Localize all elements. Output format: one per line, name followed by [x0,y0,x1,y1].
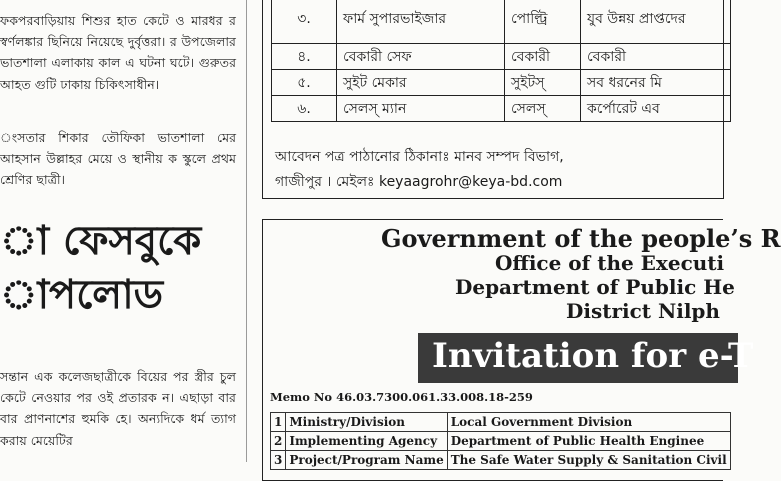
headline-line-2: াপলোড [0,272,164,318]
tender-header-office: Office of the Executi [495,251,725,275]
row-value: Local Government Division [447,413,730,432]
job-serial: ৩. [272,0,337,44]
row-key: Implementing Agency [286,432,447,451]
table-row [271,432,731,451]
job-department: সুইটস্ [505,70,581,96]
headline-line-1: া ফেসবুকে [0,218,202,264]
row-key: Project/Program Name [286,451,447,470]
job-department: সেলস্ [505,96,581,122]
application-line-1: আবেদন পত্র পাঠানোর ঠিকানাঃ মানব সম্পদ বিভাগ, [275,149,564,165]
table-row [272,44,731,70]
tender-header-government: Government of the people’s R [381,224,781,253]
application-line-2: গাজীপুর । মেইলঃ keyaagrohr@keya-bd.com [275,174,563,190]
job-department: বেকারী [505,44,581,70]
news-column [0,0,238,462]
memo-number: Memo No 46.03.7300.061.33.008.18-259 [270,390,533,404]
row-value: Department of Public Health Enginee [447,432,730,451]
news-paragraph-2: ংসতার শিকার তৌফিকা ভাতশালা মের আহসান উল্লাহর মেয়ে ও স্থানীয় ক স্কুলে প্রথম শ্রেণির ছাত্রী। [0,130,236,188]
job-position: বেকারী সেফ [337,44,505,70]
job-serial: ৫. [272,70,337,96]
column-divider [246,0,247,462]
row-number: 3 [271,451,286,470]
table-row [272,96,731,122]
tender-header-department: Department of Public He [455,275,735,299]
job-position: ফার্ম সুপারভাইজার [337,0,505,44]
job-position: সুইট মেকার [337,70,505,96]
job-requirement: কর্পোরেট এব [581,96,731,122]
row-number: 1 [271,413,286,432]
job-department: পোল্ট্রি [505,0,581,44]
row-value: The Safe Water Supply & Sanitation Civil [447,451,730,470]
job-requirement: সব ধরনের মি [581,70,731,96]
tender-banner [418,333,754,383]
job-position: সেলস্ ম্যান [337,96,505,122]
news-headline [0,214,201,322]
news-paragraph-3: সন্তান এক কলেজছাত্রীকে বিয়ের পর স্ত্রীর চুল কেটে নেওয়ার পর ওই প্রতারক ন। এছাড়া বার বার প্রাণনাশের হুমকি হে। অন্যদিকে ধর্ম ত্যাগ করায় মেয়েটির [0,369,236,448]
tender-banner-title: Invitation for e-T [432,336,754,376]
tender-header-district: District Nilph [566,299,720,323]
job-table [271,0,731,122]
tender-info-table [270,412,731,470]
table-row [272,70,731,96]
table-row [272,0,731,44]
row-key: Ministry/Division [286,413,447,432]
news-paragraph-1: ফকপরবাড়িয়ায় শিশুর হাত কেটে ও মারধর র স্বর্ণলঙ্কার ছিনিয়ে নিয়েছে দুর্বৃত্তরা। র উপজেলার ভাতশালা এলাকায় কাল এ ঘটনা ঘটে। গুরুতর আহত গুটি ঢাকায় চিকিৎসাধীন। [0,13,236,92]
job-serial: ৬. [272,96,337,122]
table-row [271,413,731,432]
row-number: 2 [271,432,286,451]
table-row [271,451,731,470]
tender-notice [262,219,781,481]
application-address [275,145,564,195]
job-requirement: বেকারী [581,44,731,70]
job-advertisement [262,0,724,199]
job-requirement: যুব উন্নয় প্রাপ্তদের [581,0,731,44]
job-serial: ৪. [272,44,337,70]
